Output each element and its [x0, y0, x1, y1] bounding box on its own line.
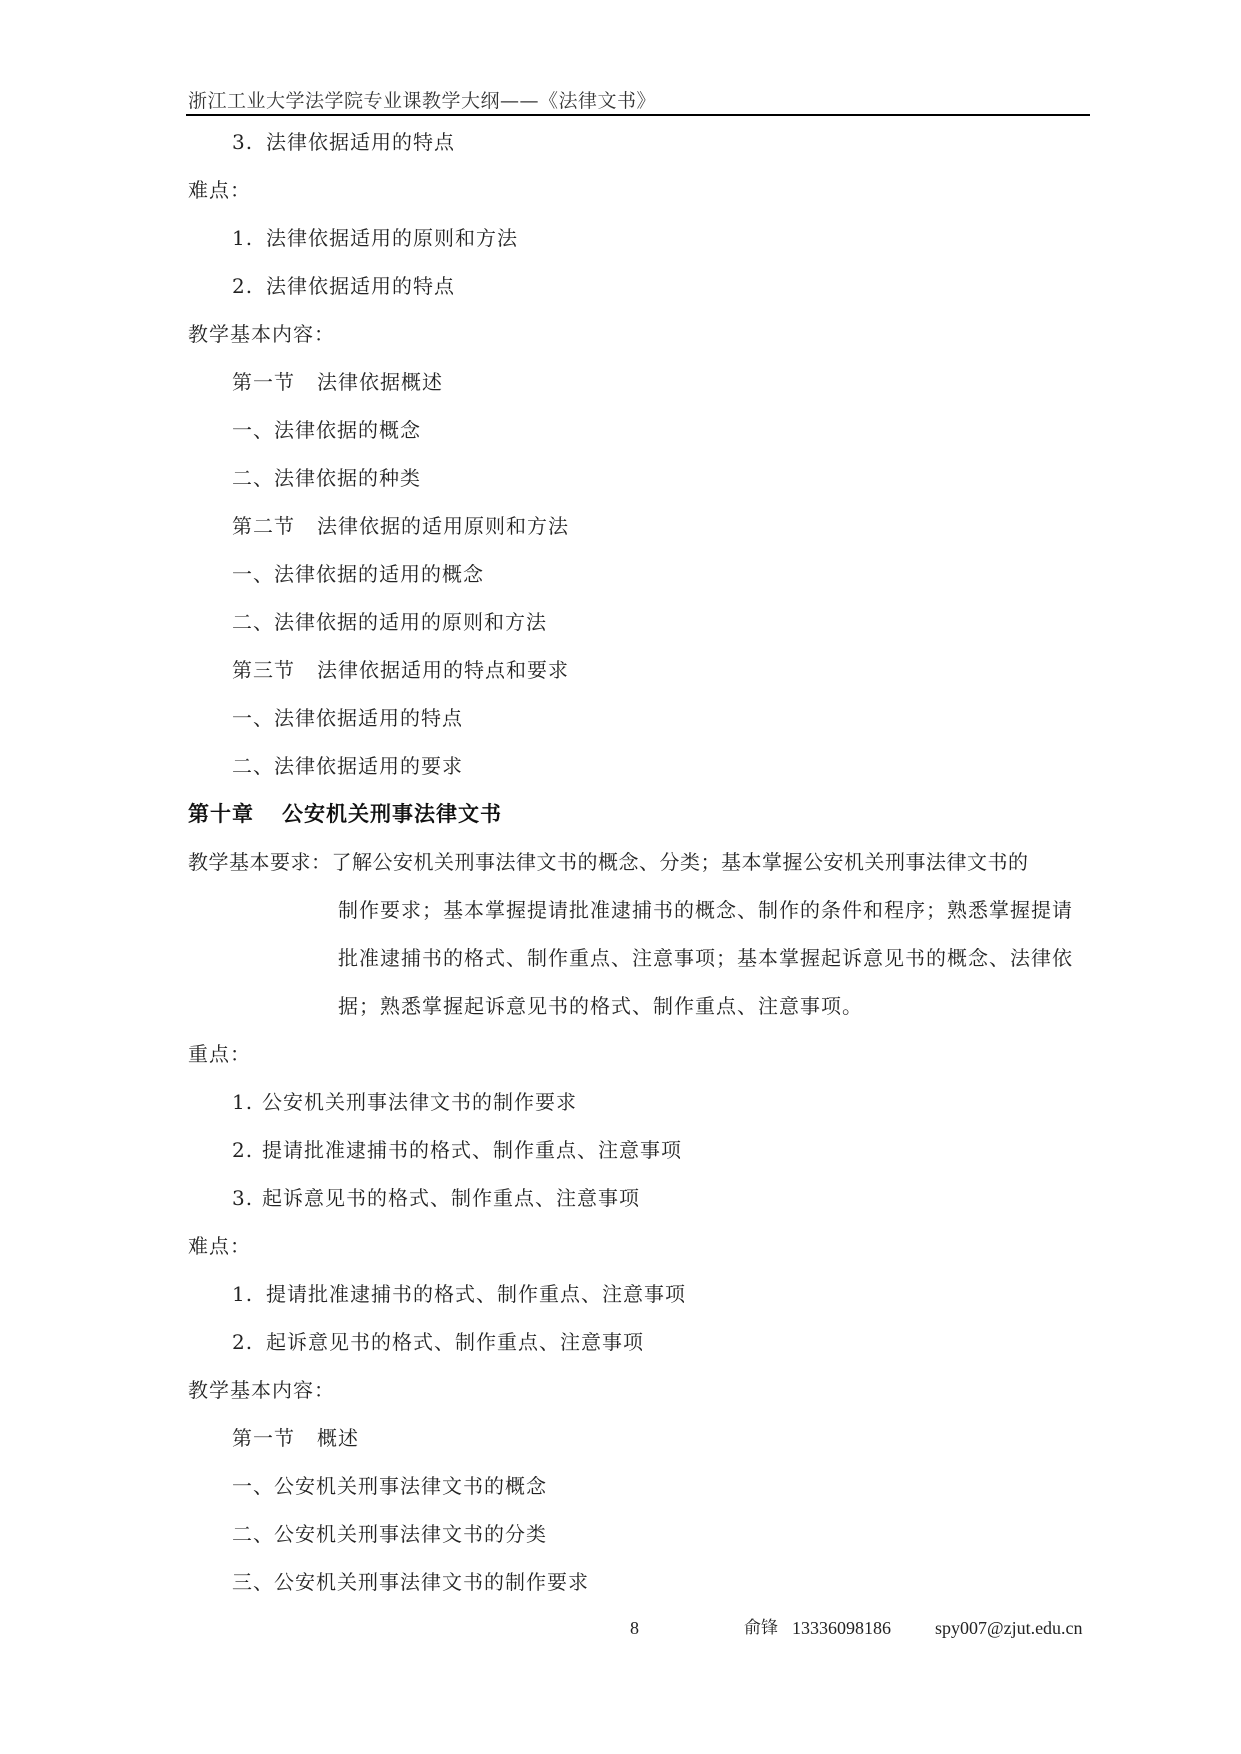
section-name: 法律依据的适用原则和方法 [317, 514, 569, 538]
section-number: 第三节 [232, 658, 295, 682]
list-item: 一、法律依据适用的特点 [232, 706, 463, 730]
item-number: 2. [232, 1138, 254, 1162]
key-point-item [232, 1186, 640, 1210]
section-number: 第二节 [232, 514, 295, 538]
difficulty-item [232, 226, 518, 250]
item-text: 法律依据适用的特点 [266, 130, 455, 154]
author-name: 俞锋 [744, 1618, 778, 1638]
list-item: 一、法律依据的概念 [232, 418, 421, 442]
chapter-heading [188, 802, 502, 826]
item-text: 起诉意见书的格式、制作重点、注意事项 [266, 1330, 644, 1354]
item-text: 法律依据适用的特点 [266, 274, 455, 298]
item-text: 提请批准逮捕书的格式、制作重点、注意事项 [266, 1282, 686, 1306]
section-heading [232, 370, 443, 394]
key-point-item [232, 130, 455, 154]
section-name: 概述 [317, 1426, 359, 1450]
list-item: 三、公安机关刑事法律文书的制作要求 [232, 1570, 589, 1594]
list-item: 二、法律依据适用的要求 [232, 754, 463, 778]
section-number: 第一节 [232, 1426, 295, 1450]
content-label: 教学基本内容： [188, 1378, 335, 1402]
item-number: 2. [232, 1330, 254, 1354]
item-text: 起诉意见书的格式、制作重点、注意事项 [262, 1186, 640, 1210]
list-item: 一、公安机关刑事法律文书的概念 [232, 1474, 547, 1498]
list-item: 二、公安机关刑事法律文书的分类 [232, 1522, 547, 1546]
difficulty-item [232, 1330, 644, 1354]
requirements-text-line: 批准逮捕书的格式、制作重点、注意事项；基本掌握起诉意见书的概念、法律依 [338, 946, 1073, 970]
key-point-item [232, 1138, 682, 1162]
key-points-label: 重点： [188, 1042, 251, 1066]
author-email: spy007@zjut.edu.cn [935, 1618, 1083, 1638]
item-number: 2. [232, 274, 254, 298]
key-point-item [232, 1090, 577, 1114]
item-text: 公安机关刑事法律文书的制作要求 [262, 1090, 577, 1114]
page-number: 8 [630, 1618, 639, 1638]
content-label: 教学基本内容： [188, 322, 335, 346]
section-number: 第一节 [232, 370, 295, 394]
list-item: 二、法律依据的适用的原则和方法 [232, 610, 547, 634]
section-heading [232, 514, 569, 538]
section-name: 法律依据概述 [317, 370, 443, 394]
requirements-first-line [188, 850, 1090, 874]
list-item: 一、法律依据的适用的概念 [232, 562, 484, 586]
author-phone: 13336098186 [792, 1618, 891, 1638]
requirements-text-line: 了解公安机关刑事法律文书的概念、分类；基本掌握公安机关刑事法律文书的 [331, 850, 1029, 874]
list-item: 二、法律依据的种类 [232, 466, 421, 490]
header-divider [186, 114, 1090, 116]
requirements-text-line: 制作要求；基本掌握提请批准逮捕书的概念、制作的条件和程序；熟悉掌握提请 [338, 898, 1073, 922]
chapter-title: 公安机关刑事法律文书 [282, 802, 502, 826]
difficulty-item [232, 274, 455, 298]
requirements-label: 教学基本要求： [188, 850, 332, 874]
item-number: 3. [232, 130, 254, 154]
chapter-number: 第十章 [188, 802, 254, 826]
difficulty-label: 难点： [188, 178, 251, 202]
difficulty-label: 难点： [188, 1234, 251, 1258]
item-number: 1. [232, 1282, 254, 1306]
item-number: 1. [232, 1090, 254, 1114]
requirements-text-line: 据；熟悉掌握起诉意见书的格式、制作重点、注意事项。 [338, 994, 863, 1018]
item-text: 提请批准逮捕书的格式、制作重点、注意事项 [262, 1138, 682, 1162]
item-number: 1. [232, 226, 254, 250]
section-name: 法律依据适用的特点和要求 [317, 658, 569, 682]
item-number: 3. [232, 1186, 254, 1210]
difficulty-item [232, 1282, 686, 1306]
section-heading [232, 658, 569, 682]
section-heading [232, 1426, 359, 1450]
item-text: 法律依据适用的原则和方法 [266, 226, 518, 250]
page-header-title: 浙江工业大学法学院专业课教学大纲——《法律文书》 [188, 90, 657, 112]
